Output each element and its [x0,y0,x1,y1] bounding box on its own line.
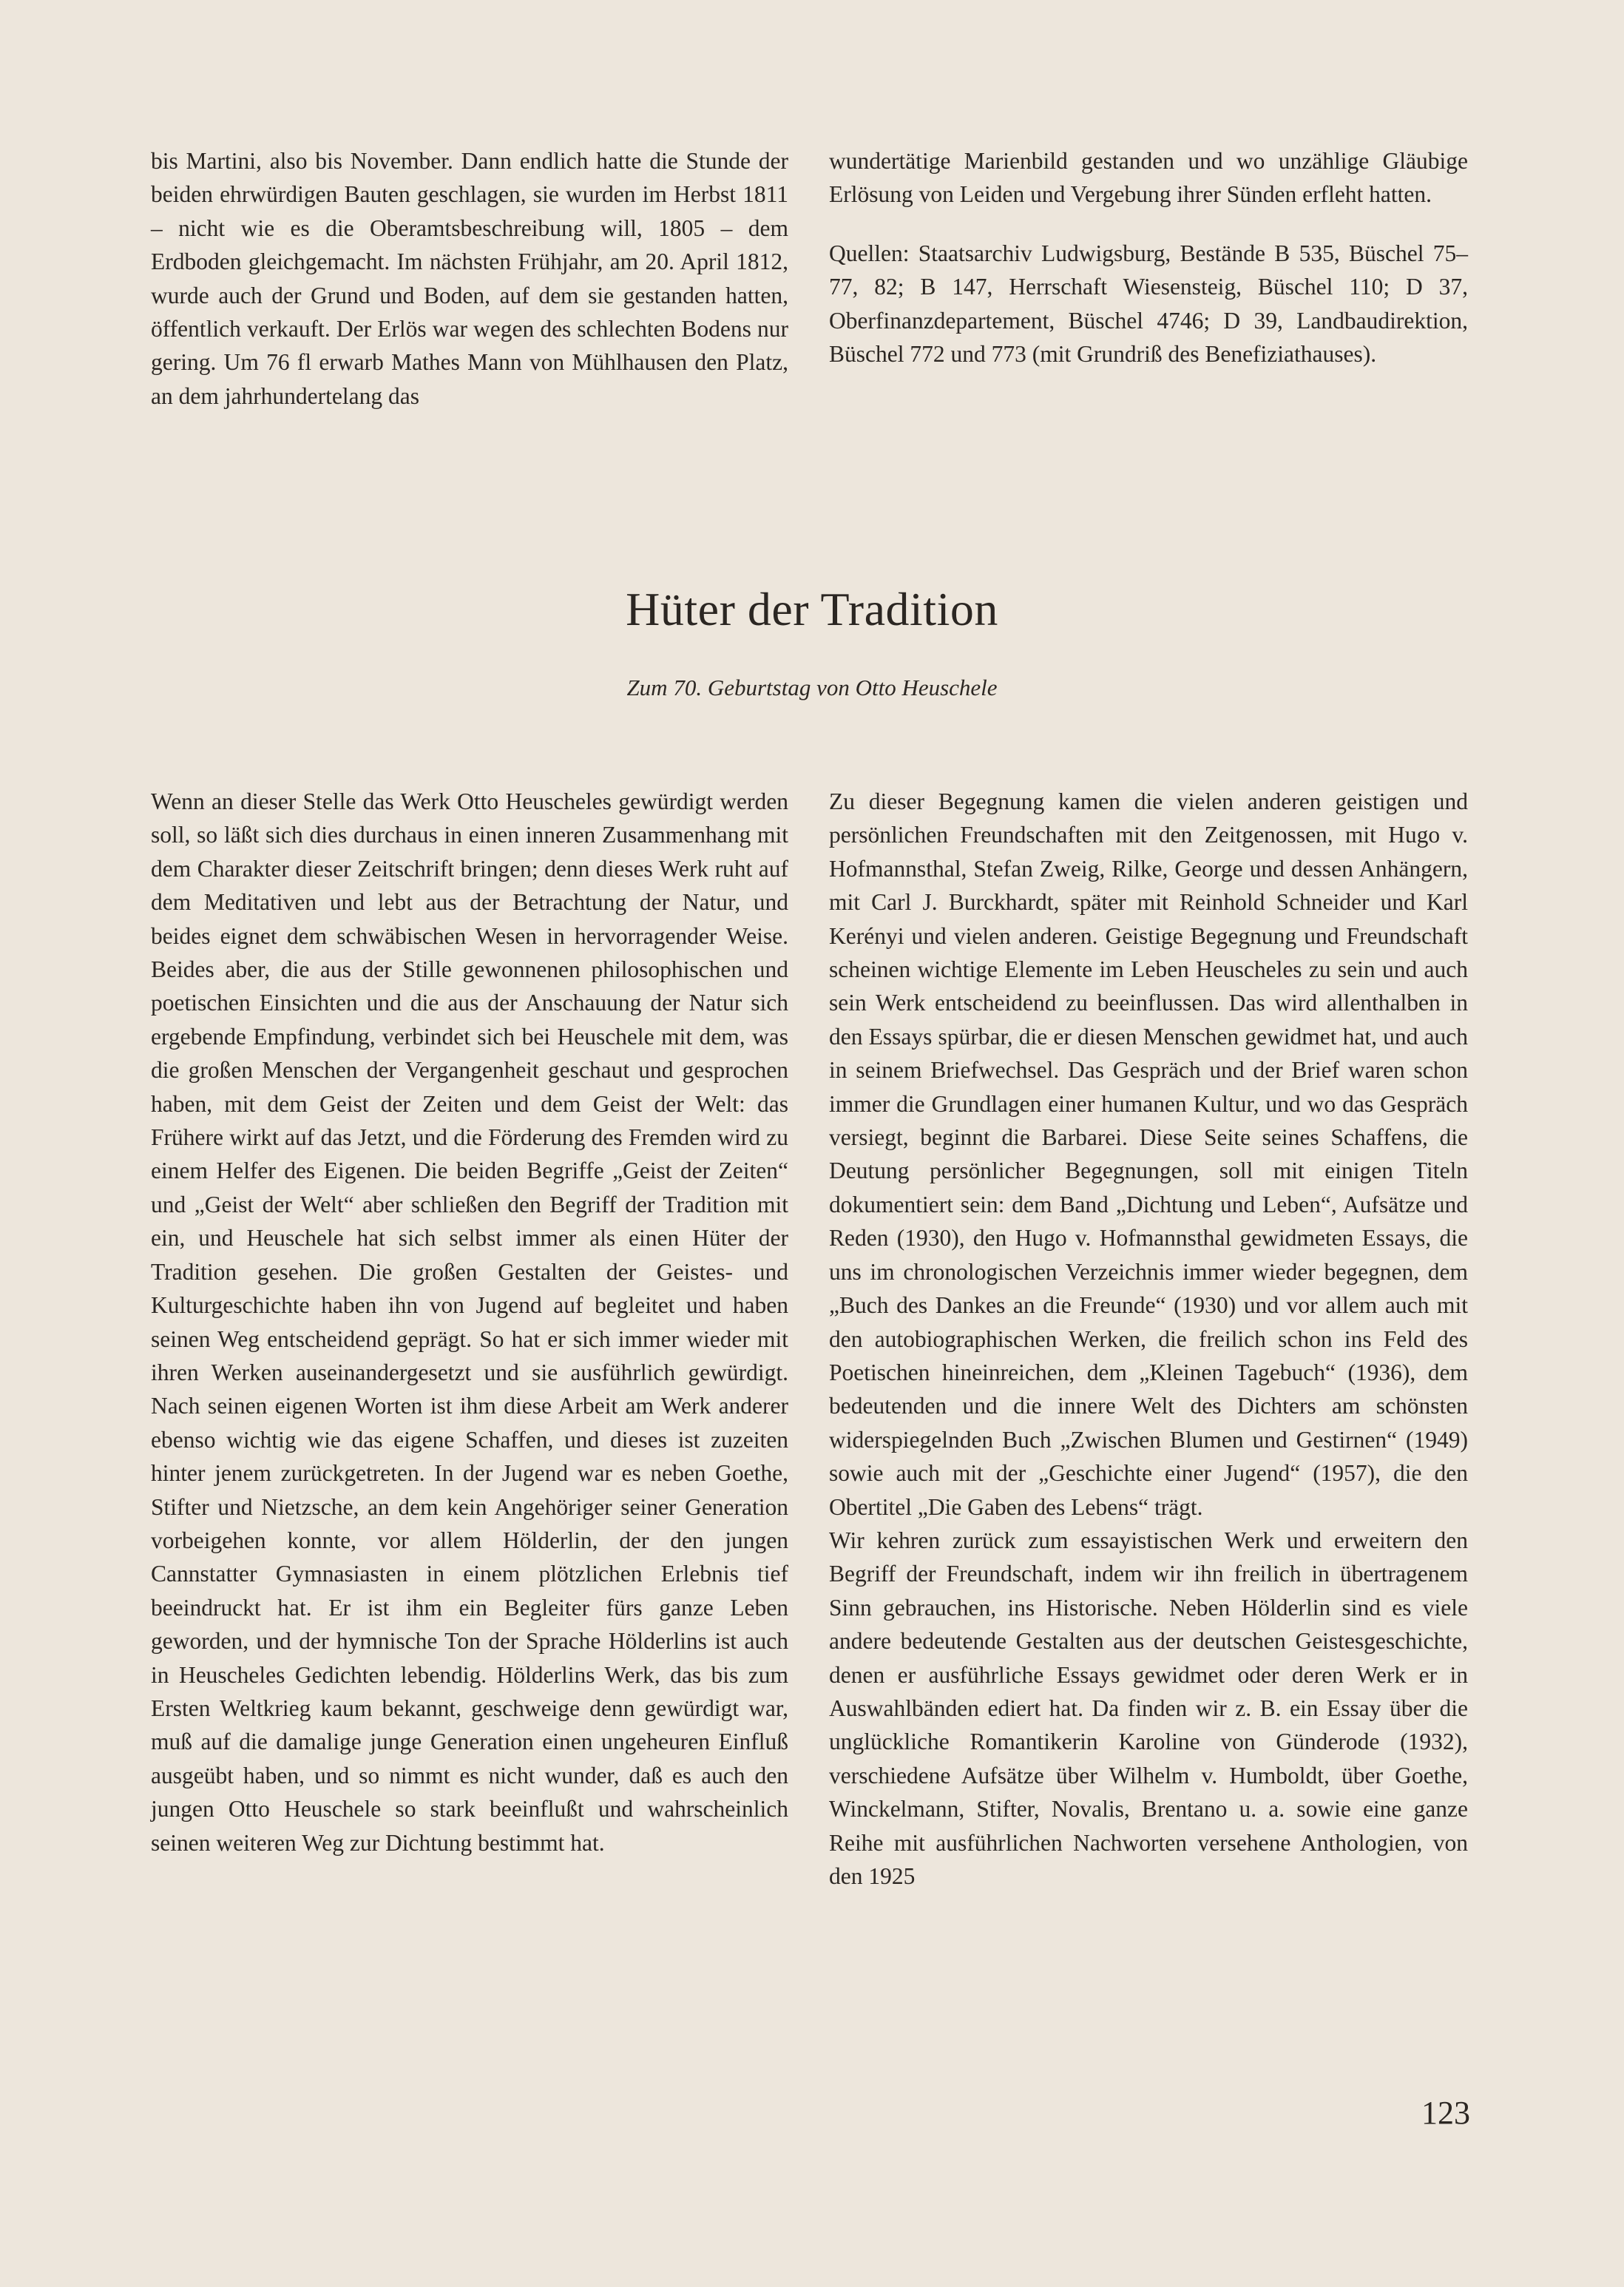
article-column-left [151,785,788,1859]
article-paragraph-right-1: Zu dieser Begegnung kamen die vielen anderen geistigen und persönlichen Freundschaften mit den Zeitgenossen, mit Hugo v. Hofmannsthal, Stefan Zweig, Rilke, George und dessen Anhängern, mit Carl J. Burckhardt, später mit Reinhold Schneider und Karl Kerényi und vielen anderen. Geistige Begegnung und Freundschaft scheinen wichtige Elemente im Leben Heuscheles zu sein und auch sein Werk entscheidend zu beeinflussen. Das wird allenthalben in den Essays spürbar, die er diesen Menschen gewidmet hat, und auch in seinem Briefwechsel. Das Gespräch und der Brief waren schon immer die Grundlagen einer humanen Kultur, und wo das Gespräch versiegt, beginnt die Barbarei. Diese Seite seines Schaffens, die Deutung persönlicher Begegnungen, soll mit einigen Titeln dokumentiert sein: dem Band „Dichtung und Leben“, Aufsätze und Reden (1930), den Hugo v. Hofmannsthal gewidmeten Essays, die uns im chronologischen Verzeichnis immer wieder begegnen, dem „Buch des Dankes an die Freunde“ (1930) und vor allem auch mit den autobiographischen Werken, die freilich schon ins Feld des Poetischen hineinreichen, dem „Kleinen Tagebuch“ (1936), dem bedeutenden und die innere Welt des Dichters am schönsten widerspiegelnden Buch „Zwischen Blumen und Gestirnen“ (1949) sowie auch mit der „Geschichte einer Jugend“ (1957), die den Obertitel „Die Gaben des Lebens“ trägt. [829,788,1468,1520]
article-subtitle: Zum 70. Geburtstag von Otto Heuschele [626,675,998,700]
article-column-right [829,785,1468,1893]
previous-article-text-right: wundertätige Marienbild gestanden und wo unzählige Gläubige Erlösung von Leiden und Vergebung ihrer Sünden erfleht hatten. [829,148,1468,208]
sources-note: Quellen: Staatsarchiv Ludwigsburg, Bestände B 535, Büschel 75–77, 82; B 147, Herrschaft Wiesensteig, Büschel 110; D 37, Oberfinanzdepartement, Büschel 4746; D 39, Landbaudirektion, Büschel 772 und 773 (mit Grundriß des Benefiziathauses). [829,240,1468,368]
page-number: 123 [1421,2095,1470,2131]
previous-article-column-left [151,144,788,413]
article-paragraph-left: Wenn an dieser Stelle das Werk Otto Heuscheles gewürdigt werden soll, so läßt sich dies durchaus in einen inneren Zusammenhang mit dem Charakter dieser Zeitschrift bringen; denn dieses Werk ruht auf dem Meditativen und lebt aus der Betrachtung der Natur, und beides eignet dem schwäbischen Wesen in hervorragender Weise. Beides aber, die aus der Stille gewonnenen philosophischen und poetischen Einsichten und die aus der Anschauung der Natur sich ergebende Empfindung, verbindet sich bei Heuschele mit dem, was die großen Menschen der Vergangenheit geschaut und gesprochen haben, mit dem Geist der Zeiten und dem Geist der Welt: das Frühere wirkt auf das Jetzt, und die Förderung des Fremden wird zu einem Helfer des Eigenen. Die beiden Begriffe „Geist der Zeiten“ und „Geist der Welt“ aber schließen den Begriff der Tradition mit ein, und Heuschele hat sich selbst immer als einen Hüter der Tradition gesehen. Die großen Gestalten der Geistes- und Kulturgeschichte haben ihn von Jugend auf begleitet und haben seinen Weg entscheidend geprägt. So hat er sich immer wieder mit ihren Werken auseinandergesetzt und sie ausführlich gewürdigt. Nach seinen eigenen Worten ist ihm diese Arbeit am Werk anderer ebenso wichtig wie das eigene Schaffen, und dieses ist zuzeiten hinter jenem zurückgetreten. In der Jugend war es neben Goethe, Stifter und Nietzsche, an dem kein Angehöriger seiner Generation vorbeigehen konnte, vor allem Hölderlin, der den jungen Cannstatter Gymnasiasten in einem plötzlichen Erlebnis tief beeindruckt hat. Er ist ihm ein Begleiter fürs ganze Leben geworden, und der hymnische Ton der Sprache Hölderlins ist auch in Heuscheles Gedichten lebendig. Hölderlins Werk, das bis zum Ersten Weltkrieg kaum bekannt, geschweige denn gewürdigt war, muß auf die damalige junge Generation einen ungeheuren Einfluß ausgeübt haben, und so nimmt es nicht wunder, daß es auch den jungen Otto Heuschele so stark beeinflußt und wahrscheinlich seinen weiteren Weg zur Dichtung bestimmt hat. [151,788,788,1856]
previous-article-column-right [829,144,1468,371]
previous-article-text-left: bis Martini, also bis November. Dann endlich hatte die Stunde der beiden ehrwürdigen Bauten geschlagen, sie wurden im Herbst 1811 – nicht wie es die Oberamtsbeschreibung will, 1805 – dem Erdboden gleichgemacht. Im nächsten Frühjahr, am 20. April 1812, wurde auch der Grund und Boden, auf dem sie gestanden hatten, öffentlich verkauft. Der Erlös war wegen des schlechten Bodens nur gering. Um 76 fl erwarb Mathes Mann von Mühlhausen den Platz, an dem jahrhundertelang das [151,148,788,409]
article-paragraph-right-2: Wir kehren zurück zum essayistischen Werk und erweitern den Begriff der Freundschaft, indem wir ihn freilich in übertragenem Sinn gebrauchen, ins Historische. Neben Hölderlin sind es viele andere bedeutende Gestalten aus der deutschen Geistesgeschichte, denen er ausführliche Essays gewidmet oder deren Werk er in Auswahlbänden ediert hat. Da finden wir z. B. ein Essay über die unglückliche Romantikerin Karoline von Günderode (1932), verschiedene Aufsätze über Wilhelm v. Humboldt, über Goethe, Winckelmann, Stifter, Novalis, Brentano u. a. sowie eine ganze Reihe mit ausführlichen Nachworten versehene Anthologien, von den 1925 [829,1527,1468,1889]
article-title: Hüter der Tradition [626,583,998,635]
